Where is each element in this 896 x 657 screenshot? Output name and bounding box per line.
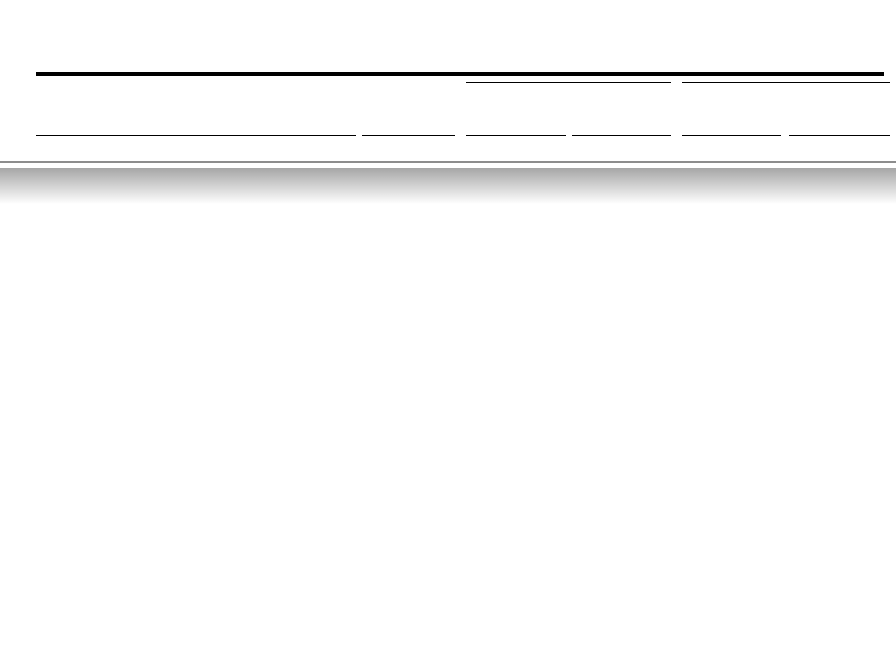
section-divider-line: [0, 161, 896, 163]
title-rule: [36, 72, 884, 76]
col-header-porcentaje-qoq: [572, 119, 671, 136]
col-header-porcentaje-yoy: [789, 119, 890, 136]
section-gradient-band: [0, 168, 896, 204]
col-group-variation-yoy: [682, 81, 890, 83]
col-header-diferencia-qoq: [466, 119, 566, 136]
header-trimestre-rule: [362, 135, 455, 137]
col-group-variation-qoq: [466, 81, 671, 83]
col-header-diferencia-yoy: [682, 119, 781, 136]
header-stub-rule: [36, 135, 356, 137]
